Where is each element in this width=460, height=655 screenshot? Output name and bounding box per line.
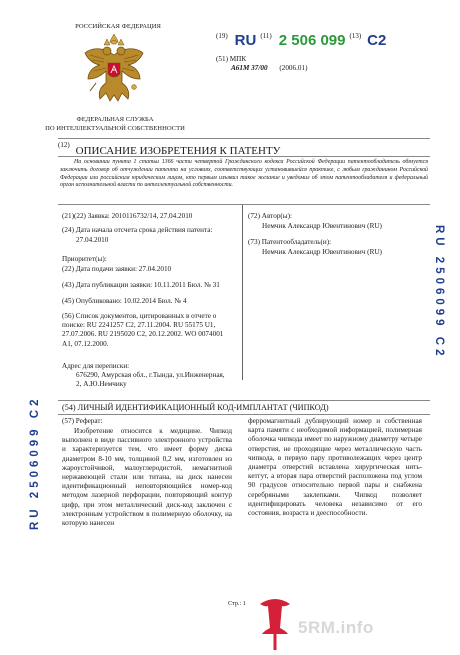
application-publication: (43) Дата публикации заявки: 10.11.2011 Бюл. № 31 xyxy=(62,281,220,289)
owner-value: Немчик Александр Ювентинович (RU) xyxy=(262,248,382,256)
mpk-date: (2006.01) xyxy=(279,64,308,72)
title-text: ОПИСАНИЕ ИЗОБРЕТЕНИЯ К ПАТЕНТУ xyxy=(75,145,281,157)
biblio-divider xyxy=(242,205,243,380)
page-number: Стр.: 1 xyxy=(228,600,246,607)
priority-value: (22) Дата подачи заявки: 27.04.2010 xyxy=(62,265,172,273)
patent-number-header xyxy=(216,32,386,50)
watermark-text: 5RM.info xyxy=(298,618,374,637)
title-rule-bottom xyxy=(58,156,430,157)
title-code: (12) xyxy=(58,141,70,149)
owner-label: (73) Патентообладатель(и): xyxy=(248,238,332,246)
legal-notice: На основании пункта 1 статьи 1366 части четвертой Гражданского кодекса Российской Федерации патентообладатель обязуется заключить договор об отчуждении патента на условиях, соответствующих установившейся практике, с любым гражданином Российской Федерации или российским юридическим лицом, кто первым изъявил такое желание и уведомил об этом патентообладателя и федеральный орган исполнительной власти по интеллектуальной собственности. xyxy=(60,159,428,189)
mpk-class-value: A61M 37/00 xyxy=(231,64,268,72)
notice-rule xyxy=(58,204,430,205)
correspondence-address: 676290, Амурская обл., г.Тында, ул.Инженерная, 2, А.Ю.Немчику xyxy=(76,371,225,389)
correspondence-label: Адрес для переписки: xyxy=(62,362,130,370)
mpk-code: (51) МПК xyxy=(216,55,247,63)
service-name-line1: ФЕДЕРАЛЬНАЯ СЛУЖБА xyxy=(76,116,154,123)
invention-rule-bottom xyxy=(58,414,430,415)
country-code: RU xyxy=(234,32,257,49)
publication-date: (45) Опубликовано: 10.02.2014 Бюл. № 4 xyxy=(62,297,187,305)
abstract-left-column: Изобретение относится к медицине. Чипкод выполнен в виде пассивного электронного устройства и характеризуется тем, что имеет форму диска диаметром 8-10 мм, толщиной 0,2 мм, изготовлен из жароустойчивой, малоуглеродистой, немагнитной нержавеющей стали или титана, на диск нанесен идентификационный неповторяющийся номер-код методом лазерной перфорации, повторяющий контур цифр, при этом металлический диск-код заключен с электронным устройством в полимерную оболочку, на которую нанесен xyxy=(62,427,232,528)
side-code-right: RU 2506099 C2 xyxy=(433,225,445,360)
watermark-pin-icon xyxy=(254,590,296,650)
country-name: РОССИЙСКАЯ ФЕДЕРАЦИЯ xyxy=(75,23,161,30)
kind-code: C2 xyxy=(367,32,387,49)
mpk-class xyxy=(231,64,308,73)
coat-of-arms-emblem xyxy=(82,33,146,107)
author-value: Немчик Александр Ювентинович (RU) xyxy=(262,222,382,230)
term-start-value: 27.04.2010 xyxy=(76,236,109,244)
code-11: (11) xyxy=(260,32,272,40)
abstract-label: (57) Реферат: xyxy=(62,417,103,425)
cited-documents: (56) Список документов, цитированных в отчете о поиске: RU 2241257 C2, 27.11.2004. RU 55175 U1, 27.07.2006. RU 2195020 C2, 20.12.2002. WO 0074001 A1, 07.12.2000. xyxy=(62,312,224,348)
invention-title: (54) ЛИЧНЫЙ ИДЕНТИФИКАЦИОННЫЙ КОД-ИМПЛАНТАТ (ЧИПКОД) xyxy=(62,403,329,412)
code-13: (13) xyxy=(349,32,362,40)
application-field: (21)(22) Заявка: 2010116732/14, 27.04.2010 xyxy=(62,212,193,220)
abstract-right-column: ферромагнитный дублирующий номер и собственная карта памяти с необходимой информацией, полимерная оболочка чипкода имеет по наружному диаметру четыре отверстия, не проходящие через металлическую часть чипкода, в первую пару противолежащих через центр диаметра отверстий вставлена хирургическая нить-кетгут, а вторая пара отверстий расположена под углом 90 градусов относительно первой пары и снабжена серебряными заклепками. Чипкод позволяет идентифицировать человека независимо от его состояния, возраста и дееспособности. xyxy=(248,417,422,518)
author-label: (72) Автор(ы): xyxy=(248,212,293,220)
priority-label: Приоритет(ы): xyxy=(62,255,107,263)
side-code-left: RU 2506099 C2 xyxy=(29,395,41,530)
service-name-line2: ПО ИНТЕЛЛЕКТУАЛЬНОЙ СОБСТВЕННОСТИ xyxy=(45,125,185,132)
title-rule-top xyxy=(58,138,430,139)
invention-rule-top xyxy=(58,400,430,401)
patent-number: 2 506 099 xyxy=(278,32,346,49)
code-19: (19) xyxy=(216,32,228,40)
term-start-label: (24) Дата начала отсчета срока действия патента: xyxy=(62,226,213,234)
